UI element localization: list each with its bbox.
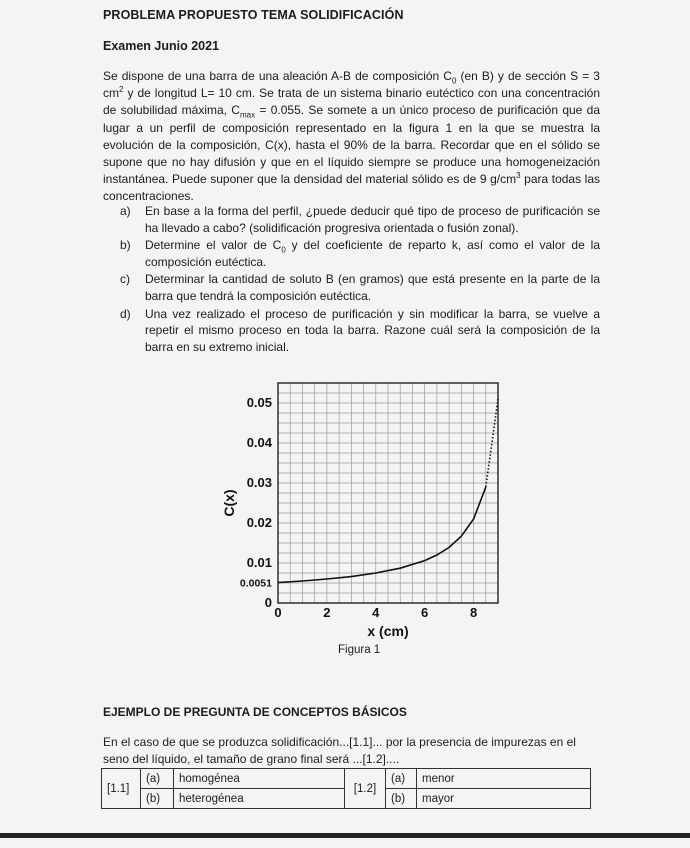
option-key: (a) [141, 769, 174, 789]
question-text: En base a la forma del perfil, ¿puede deducir qué tipo de proceso de purificación se ha llevado a cabo? (solidificación progresiva orientada o fusión zonal). [145, 204, 600, 235]
options-table [101, 768, 591, 809]
question-a [120, 203, 600, 236]
y-tick-label: 0 [264, 595, 272, 610]
question-text: Determinar la cantidad de soluto B (en gramos) que está presente en la parte de la barra que tendrá la composición eutéctica. [145, 272, 600, 303]
page-bottom-border [0, 833, 690, 838]
x-tick-label: 8 [469, 605, 478, 620]
question-list [120, 203, 600, 356]
section-title: EJEMPLO DE PREGUNTA DE CONCEPTOS BÁSICOS [103, 705, 407, 719]
y-tick-label: 0.0051 [239, 577, 272, 590]
y-tick-label: 0.03 [246, 475, 272, 490]
y-axis-label: C(x) [221, 489, 237, 517]
composition-chart [220, 375, 520, 643]
question-letter: b) [120, 238, 131, 253]
y-tick-label: 0.01 [246, 555, 272, 570]
y-tick-label: 0.04 [246, 435, 272, 450]
y-tick-label: 0.05 [246, 395, 272, 410]
question-text: Una vez realizado el proceso de purificación y sin modificar la barra, se vuelve a repetir el mismo proceso en toda la barra. Razone cuál será la composición de la barra en su extremo inicial. [145, 306, 600, 354]
example-question: En el caso de que se produzca solidificación...[1.1]... por la presencia de impurezas en el seno del líquido, el tamaño de grano final será ...[1.2].... [103, 735, 576, 766]
option-key: (b) [386, 789, 417, 809]
question-d [120, 306, 600, 356]
exam-subtitle: Examen Junio 2021 [103, 39, 220, 53]
x-tick-label: 0 [274, 605, 282, 620]
x-tick-label: 2 [323, 605, 331, 620]
option-value: menor [417, 769, 591, 789]
option-value: homogénea [174, 769, 345, 789]
x-tick-label: 4 [372, 605, 380, 620]
option-value: mayor [417, 789, 591, 809]
question-letter: a) [120, 204, 131, 218]
series-line [278, 487, 486, 583]
option-key: (a) [386, 769, 417, 789]
page-title: PROBLEMA PROPUESTO TEMA SOLIDIFICACIÓN [103, 8, 404, 22]
option-key: (b) [141, 789, 174, 809]
option-value: heterogénea [174, 789, 345, 809]
question-text: Determine el valor de $C_0$ y del coeficiente de reparto k, así como el valor de la composición eutéctica. [145, 238, 600, 269]
problem-statement: Se dispone de una barra de una aleación A-B de composición $C_0$ (en B) y de sección S = 3 $cm^2$ y de longitud L= 10 cm. Se trata de un sistema binario eutéctico con una concentración de solubilidad máxima, $C_{max} = 0.055$. Se somete a un único proceso de purificación que da lugar a un perfil de composición representado en la figura 1 en la que se muestra la evolución de la composición, C(x), hasta el 90% de la barra. Recordar que en el sólido se supone que no hay difusión y que en el líquido siempre se produce una homogeneización instantánea. Puede suponer que la densidad del material sólido es de 9 $g/cm^3$ para todas las concentraciones. [103, 69, 601, 204]
question-letter: d) [120, 306, 131, 321]
group-label: [1.2] [345, 769, 386, 809]
question-letter: c) [120, 272, 130, 287]
question-c [120, 271, 600, 304]
figure-caption: Figura 1 [338, 644, 381, 656]
y-tick-label: 0.02 [246, 515, 272, 530]
x-tick-label: 6 [421, 605, 429, 620]
group-label: [1.1] [102, 769, 141, 809]
x-axis-label: x (cm) [367, 623, 409, 639]
options-row [102, 769, 591, 789]
question-b [120, 237, 600, 270]
